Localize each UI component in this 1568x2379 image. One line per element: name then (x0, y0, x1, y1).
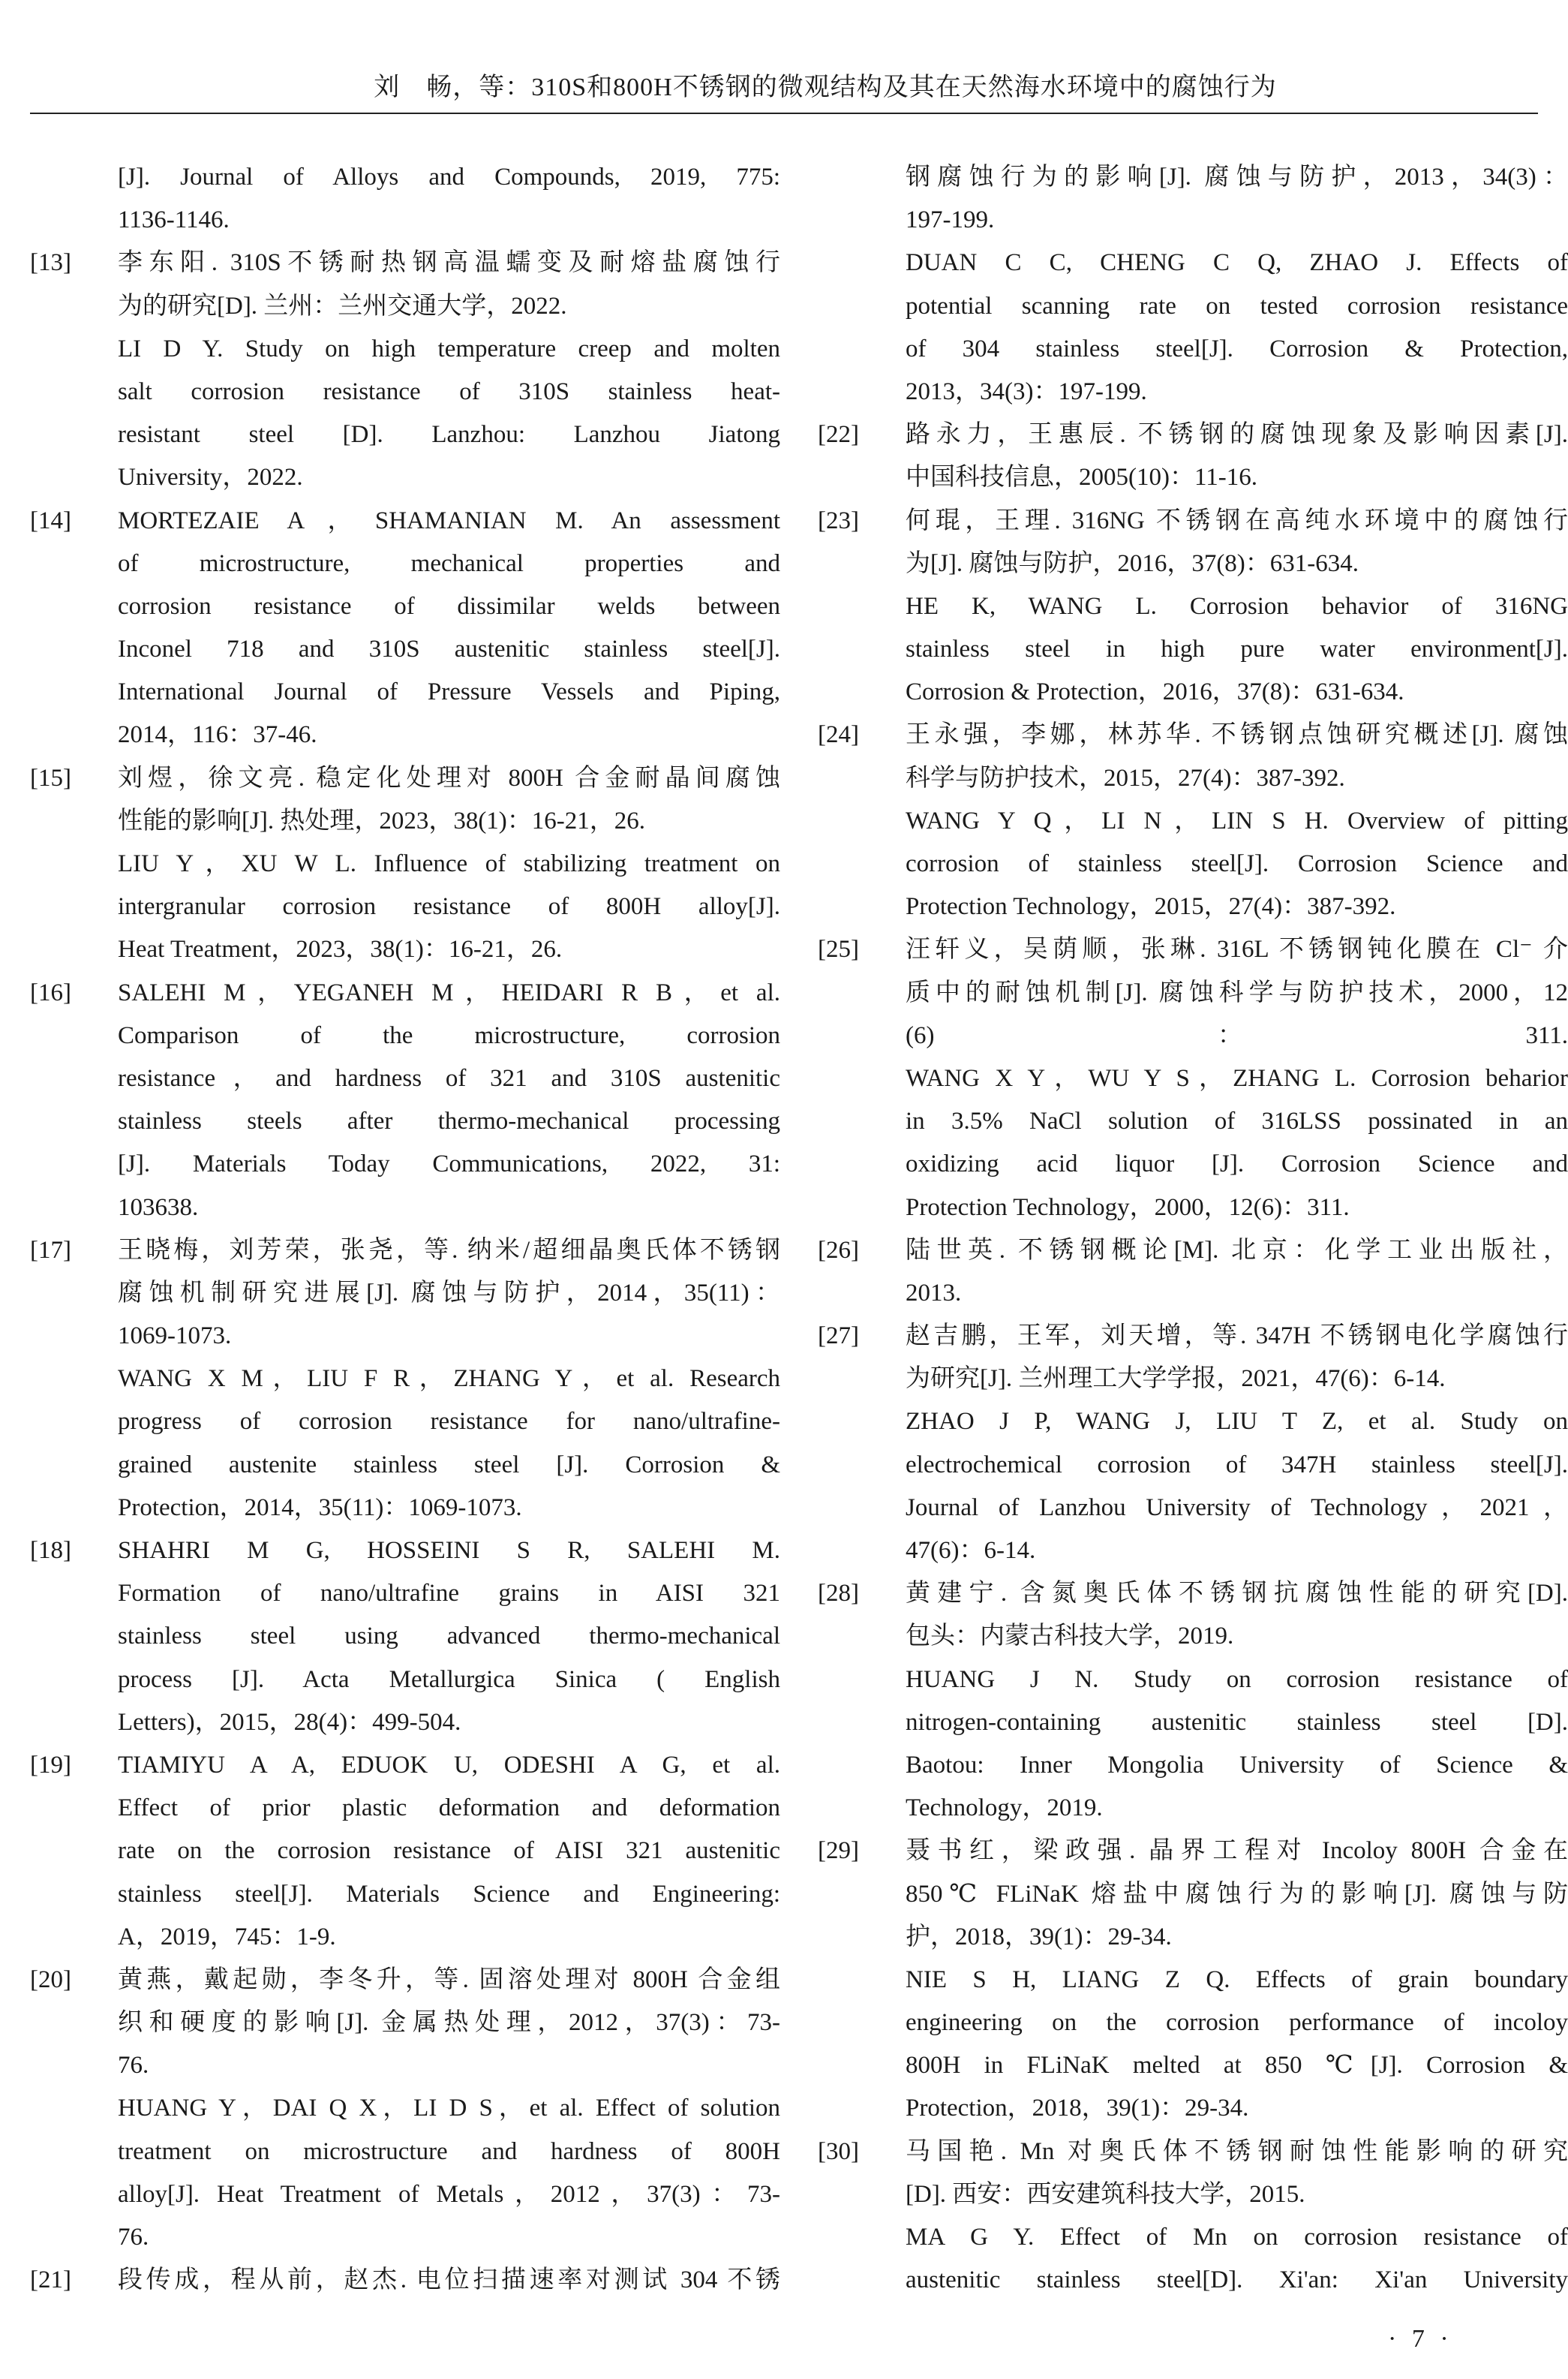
reference-line: Comparison of the microstructure, corrosion (118, 1021, 780, 1049)
reference-line: 护，2018，39(1)：29-34. (906, 1923, 1172, 1950)
reference-line: SALEHI M，YEGANEH M，HEIDARI R B，et al. (118, 979, 780, 1006)
reference-line: HUANG J N. Study on corrosion resistance of (906, 1665, 1568, 1693)
reference-line: of 304 stainless steel[J]. Corrosion & Protection, (906, 335, 1568, 362)
reference-line: 76. (118, 2052, 149, 2080)
reference-line: [J]. Materials Today Communications, 2022, 31: (118, 1150, 780, 1178)
header-rule (30, 113, 1538, 114)
reference-line: 王晓梅，刘芳荣，张尧，等. 纳米/超细晶奥氏体不锈钢 (118, 1236, 780, 1264)
reference-number: [22] (818, 421, 859, 449)
reference-line: Formation of nano/ultrafine grains in AISI 321 (118, 1580, 780, 1608)
reference-line: Journal of Lanzhou University of Technology，2021， (906, 1493, 1568, 1521)
reference-line: 103638. (118, 1193, 199, 1221)
reference-line: TIAMIYU A A, EDUOK U, ODESHI A G, et al. (118, 1751, 780, 1779)
reference-line: 陆世英. 不锈钢概论[M]. 北京：化学工业出版社， (906, 1236, 1568, 1264)
reference-entry (818, 414, 1568, 499)
reference-line: 850℃ FLiNaK 熔盐中腐蚀行为的影响[J]. 腐蚀与防 (906, 1880, 1568, 1908)
reference-line: 为的研究[D]. 兰州：兰州交通大学，2022. (118, 292, 567, 320)
reference-line: 中国科技信息，2005(10)：11-16. (906, 464, 1257, 492)
reference-line: 为研究[J]. 兰州理工大学学报，2021，47(6)：6-14. (906, 1365, 1446, 1393)
reference-entry (30, 1229, 780, 1529)
reference-line: MORTEZAIE A，SHAMANIAN M. An assessment (118, 507, 780, 534)
reference-entry (30, 2259, 780, 2302)
reference-number: [20] (30, 1965, 71, 1993)
reference-line: 197-199. (906, 206, 995, 234)
reference-line: oxidizing acid liquor [J]. Corrosion Science and (906, 1150, 1568, 1178)
reference-number: [25] (818, 936, 859, 964)
reference-line: [D]. 西安：西安建筑科技大学，2015. (906, 2180, 1305, 2208)
reference-line: engineering on the corrosion performance of incoloy (906, 2009, 1568, 2037)
reference-number: [29] (818, 1837, 859, 1865)
reference-line: 2013. (906, 1279, 962, 1307)
reference-line: 马国艳. Mn 对奥氏体不锈钢耐蚀性能影响的研究 (906, 2137, 1568, 2165)
reference-entry (818, 1315, 1568, 1572)
reference-number: [15] (30, 764, 71, 792)
reference-line: Heat Treatment，2023，38(1)：16-21，26. (118, 936, 563, 964)
reference-line: process [J]. Acta Metallurgica Sinica ( English (118, 1665, 780, 1693)
reference-line: ZHAO J P, WANG J, LIU T Z, et al. Study on (906, 1408, 1568, 1436)
reference-number: [26] (818, 1236, 859, 1264)
page-number: · 7 · (1388, 2325, 1453, 2353)
reference-line: Corrosion & Protection，2016，37(8)：631-634. (906, 678, 1404, 706)
reference-line: progress of corrosion resistance for nano/ultrafine- (118, 1408, 780, 1436)
reference-line: electrochemical corrosion of 347H stainless steel[J]. (906, 1451, 1568, 1478)
reference-line: resistant steel [D]. Lanzhou: Lanzhou Jiatong (118, 421, 780, 449)
reference-line: 科学与防护技术，2015，27(4)：387-392. (906, 764, 1345, 792)
reference-line: corrosion of stainless steel[J]. Corrosion Science and (906, 850, 1568, 877)
reference-line: WANG X Y，WU Y S，ZHANG L. Corrosion beharior (906, 1064, 1568, 1092)
reference-entry (30, 242, 780, 499)
reference-line: 段传成，程从前，赵杰. 电位扫描速率对测试 304 不锈 (118, 2266, 780, 2294)
reference-entry (30, 1529, 780, 1744)
reference-line: Protection Technology，2000，12(6)：311. (906, 1193, 1350, 1221)
reference-line: 黄建宁. 含氮奥氏体不锈钢抗腐蚀性能的研究[D]. (906, 1580, 1568, 1608)
reference-line: 钢腐蚀行为的影响[J]. 腐蚀与防护，2013，34(3)： (906, 164, 1568, 191)
reference-line: Letters)，2015，28(4)：499-504. (118, 1708, 461, 1736)
reference-line: 黄燕，戴起勋，李冬升，等. 固溶处理对 800H 合金组 (118, 1965, 780, 1993)
reference-line: International Journal of Pressure Vessels and Piping, (118, 678, 780, 706)
reference-line: stainless steel[J]. Materials Science and Engineering: (118, 1880, 780, 1908)
reference-line: 赵吉鹏，王军，刘天增，等. 347H 不锈钢电化学腐蚀行 (906, 1322, 1568, 1350)
reference-entry (818, 928, 1568, 1229)
reference-line: Protection，2018，39(1)：29-34. (906, 2095, 1249, 2122)
reference-entry (30, 1744, 780, 1959)
reference-line: in 3.5% NaCl solution of 316LSS possinated in an (906, 1108, 1568, 1135)
reference-line: SHAHRI M G, HOSSEINI S R, SALEHI M. (118, 1537, 780, 1564)
reference-line: NIE S H, LIANG Z Q. Effects of grain boundary (906, 1965, 1568, 1993)
reference-line: stainless steel using advanced thermo-mechanical (118, 1623, 780, 1650)
reference-line: nitrogen-containing austenitic stainless steel [D]. (906, 1708, 1568, 1736)
reference-line: 800H in FLiNaK melted at 850 ℃[J]. Corrosion & (906, 2052, 1568, 2080)
reference-entry (30, 757, 780, 972)
reference-entry (818, 1229, 1568, 1315)
reference-line: rate on the corrosion resistance of AISI 321 austenitic (118, 1837, 780, 1865)
reference-line: 性能的影响[J]. 热处理，2023，38(1)：16-21，26. (118, 807, 646, 835)
reference-line: 为[J]. 腐蚀与防护，2016，37(8)：631-634. (906, 549, 1359, 577)
reference-number: [23] (818, 507, 859, 534)
reference-entry (30, 156, 780, 242)
reference-line: University，2022. (118, 464, 303, 492)
reference-entry (30, 500, 780, 757)
reference-number: [17] (30, 1236, 71, 1264)
reference-number: [18] (30, 1537, 71, 1564)
reference-entry (818, 1572, 1568, 1830)
reference-line: Protection，2014，35(11)：1069-1073. (118, 1493, 522, 1521)
reference-line: resistance，and hardness of 321 and 310S austenitic (118, 1064, 780, 1092)
reference-line: 汪轩义，吴荫顺，张琳. 316L 不锈钢钝化膜在 Cl⁻ 介 (906, 936, 1568, 964)
reference-line: 何琨，王理. 316NG 不锈钢在高纯水环境中的腐蚀行 (906, 507, 1568, 534)
reference-line: [J]. Journal of Alloys and Compounds, 2019, 775: (118, 164, 780, 191)
reference-number: [27] (818, 1322, 859, 1350)
reference-line: Effect of prior plastic deformation and deformation (118, 1794, 780, 1822)
reference-entry (818, 714, 1568, 928)
reference-line: 腐蚀机制研究进展[J]. 腐蚀与防护，2014，35(11)： (118, 1279, 780, 1307)
reference-number: [13] (30, 249, 71, 277)
reference-line: potential scanning rate on tested corrosion resistance (906, 292, 1568, 320)
reference-line: 路永力，王惠辰. 不锈钢的腐蚀现象及影响因素[J]. (906, 421, 1568, 449)
reference-line: MA G Y. Effect of Mn on corrosion resistance of (906, 2224, 1568, 2251)
reference-line: 2013，34(3)：197-199. (906, 377, 1147, 405)
reference-line: intergranular corrosion resistance of 800H alloy[J]. (118, 893, 780, 921)
reference-entry (818, 500, 1568, 714)
running-header: 刘 畅，等：310S和800H不锈钢的微观结构及其在天然海水环境中的腐蚀行为 (374, 74, 1277, 101)
reference-line: 2014，116：37-46. (118, 721, 317, 749)
reference-line: corrosion resistance of dissimilar welds between (118, 592, 780, 620)
reference-number: [14] (30, 507, 71, 534)
reference-line: Technology，2019. (906, 1794, 1103, 1822)
reference-line: 76. (118, 2224, 149, 2251)
reference-line: (6)：311. (906, 1021, 1568, 1049)
reference-line: 质中的耐蚀机制[J]. 腐蚀科学与防护技术，2000，12 (906, 979, 1568, 1006)
reference-line: austenitic stainless steel[D]. Xi'an: Xi'an University (906, 2266, 1568, 2294)
reference-entry (818, 2131, 1568, 2302)
reference-line: salt corrosion resistance of 310S stainless heat- (118, 377, 780, 405)
reference-line: 李东阳. 310S不锈耐热钢高温蠕变及耐熔盐腐蚀行 (118, 249, 780, 277)
reference-number: [21] (30, 2266, 71, 2294)
reference-line: LI D Y. Study on high temperature creep and molten (118, 335, 780, 362)
reference-line: WANG X M，LIU F R，ZHANG Y，et al. Research (118, 1365, 780, 1393)
reference-line: stainless steels after thermo-mechanical processing (118, 1108, 780, 1135)
reference-line: HUANG Y，DAI Q X，LI D S，et al. Effect of solution (118, 2095, 780, 2122)
reference-entry (818, 156, 1568, 414)
reference-line: Protection Technology，2015，27(4)：387-392. (906, 893, 1396, 921)
reference-entry (30, 1959, 780, 2259)
reference-entry (818, 1830, 1568, 2130)
reference-number: [28] (818, 1580, 859, 1608)
reference-number: [16] (30, 979, 71, 1006)
reference-line: 刘煜，徐文亮. 稳定化处理对 800H 合金耐晶间腐蚀 (118, 764, 780, 792)
reference-line: stainless steel in high pure water environment[J]. (906, 636, 1568, 663)
reference-line: of microstructure, mechanical properties and (118, 549, 780, 577)
reference-line: alloy[J]. Heat Treatment of Metals，2012，37(3)：73- (118, 2180, 780, 2208)
reference-column-left (30, 156, 780, 2302)
reference-number: [19] (30, 1751, 71, 1779)
reference-column-right (818, 156, 1568, 2302)
reference-line: A，2019，745：1-9. (118, 1923, 336, 1950)
reference-line: 1069-1073. (118, 1322, 232, 1350)
reference-line: 47(6)：6-14. (906, 1537, 1036, 1564)
reference-line: DUAN C C, CHENG C Q, ZHAO J. Effects of (906, 249, 1568, 277)
reference-line: Baotou: Inner Mongolia University of Science & (906, 1751, 1568, 1779)
reference-line: Inconel 718 and 310S austenitic stainless steel[J]. (118, 636, 780, 663)
reference-line: 王永强，李娜，林苏华. 不锈钢点蚀研究概述[J]. 腐蚀 (906, 721, 1568, 749)
reference-entry (30, 972, 780, 1229)
reference-line: 包头：内蒙古科技大学，2019. (906, 1623, 1234, 1650)
reference-number: [24] (818, 721, 859, 749)
reference-line: 1136-1146. (118, 206, 230, 234)
reference-line: treatment on microstructure and hardness of 800H (118, 2137, 780, 2165)
reference-line: LIU Y，XU W L. Influence of stabilizing treatment on (118, 850, 780, 877)
reference-line: HE K, WANG L. Corrosion behavior of 316NG (906, 592, 1568, 620)
reference-number: [30] (818, 2137, 859, 2165)
reference-line: 织和硬度的影响[J]. 金属热处理，2012，37(3)：73- (118, 2009, 780, 2037)
reference-line: WANG Y Q，LI N，LIN S H. Overview of pitting (906, 807, 1568, 835)
reference-line: 聂书红，梁政强. 晶界工程对 Incoloy 800H 合金在 (906, 1837, 1568, 1865)
reference-line: grained austenite stainless steel [J]. Corrosion & (118, 1451, 780, 1478)
